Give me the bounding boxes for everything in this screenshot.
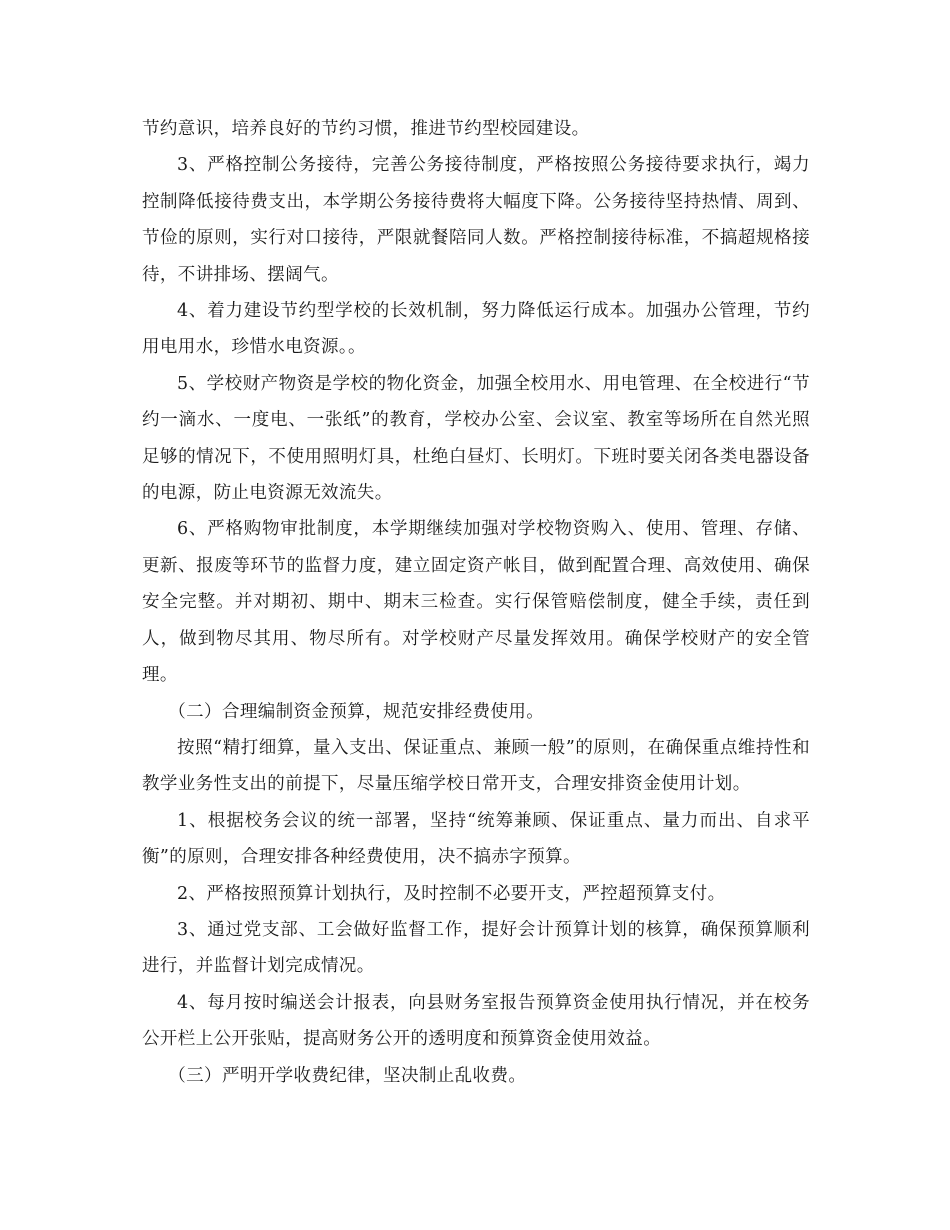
paragraph-budget-item-3: 3、通过党支部、工会做好监督工作，提好会计预算计划的核算，确保预算顺利进行，并监督计划完成情况。 <box>142 919 810 977</box>
paragraph-item-4-mechanism: 4、着力建设节约型学校的长效机制，努力降低运行成本。加强办公管理，节约用电用水，珍惜水电资源。。 <box>142 301 810 358</box>
paragraph-item-5-assets: 5、学校财产物资是学校的物化资金，加强全校用水、用电管理、在全校进行“节约一滴水、一度电、一张纸”的教育，学校办公室、会议室、教室等场所在自然光照足够的情况下，不使用照明灯具，杜绝白昼灯、长明灯。下班时要关闭各类电器设备的电源，防止电资源无效流失。 <box>142 373 810 504</box>
paragraph-item-3-reception: 3、严格控制公务接待，完善公务接待制度，严格按照公务接待要求执行，竭力控制降低接待费支出，本学期公务接待费将大幅度下降。公务接待坚持热情、周到、节俭的原则，实行对口接待，严限就餐陪同人数。严格控制接待标准，不搞超规格接待，不讲排场、摆阔气。 <box>142 155 810 285</box>
section-heading-budget: （二）合理编制资金预算，规范安排经费使用。 <box>168 701 545 722</box>
document-body <box>142 111 810 1094</box>
paragraph-item-6-purchasing: 6、严格购物审批制度，本学期继续加强对学校物资购入、使用、管理、存储、更新、报废等环节的监督力度，建立固定资产帐目，做到配置合理、高效使用、确保安全完整。并对期初、期中、期末三检查。实行保管赔偿制度，健全手续，责任到人，做到物尽其用、物尽所有。对学校财产尽量发挥效用。确保学校财产的安全管理。 <box>142 519 810 686</box>
section-heading-fees: （三）严明开学收费纪律，坚决制止乱收费。 <box>168 1065 527 1086</box>
paragraph-continuation: 节约意识，培养良好的节约习惯，推进节约型校园建设。 <box>142 119 590 139</box>
paragraph-budget-principle: 按照“精打细算，量入支出、保证重点、兼顾一般”的原则，在确保重点维持性和教学业务性支出的前提下，尽量压缩学校日常开支，合理安排资金使用计划。 <box>142 737 810 795</box>
paragraph-budget-item-4: 4、每月按时编送会计报表，向县财务室报告预算资金使用执行情况，并在校务公开栏上公开张贴，提高财务公开的透明度和预算资金使用效益。 <box>142 992 810 1050</box>
paragraph-budget-item-2: 2、严格按照预算计划执行，及时控制不必要开支，严控超预算支付。 <box>177 883 726 904</box>
paragraph-budget-item-1: 1、根据校务会议的统一部署，坚持“统筹兼顾、保证重点、量力而出、自求平衡”的原则，合理安排各种经费使用，决不搞赤字预算。 <box>142 810 810 868</box>
